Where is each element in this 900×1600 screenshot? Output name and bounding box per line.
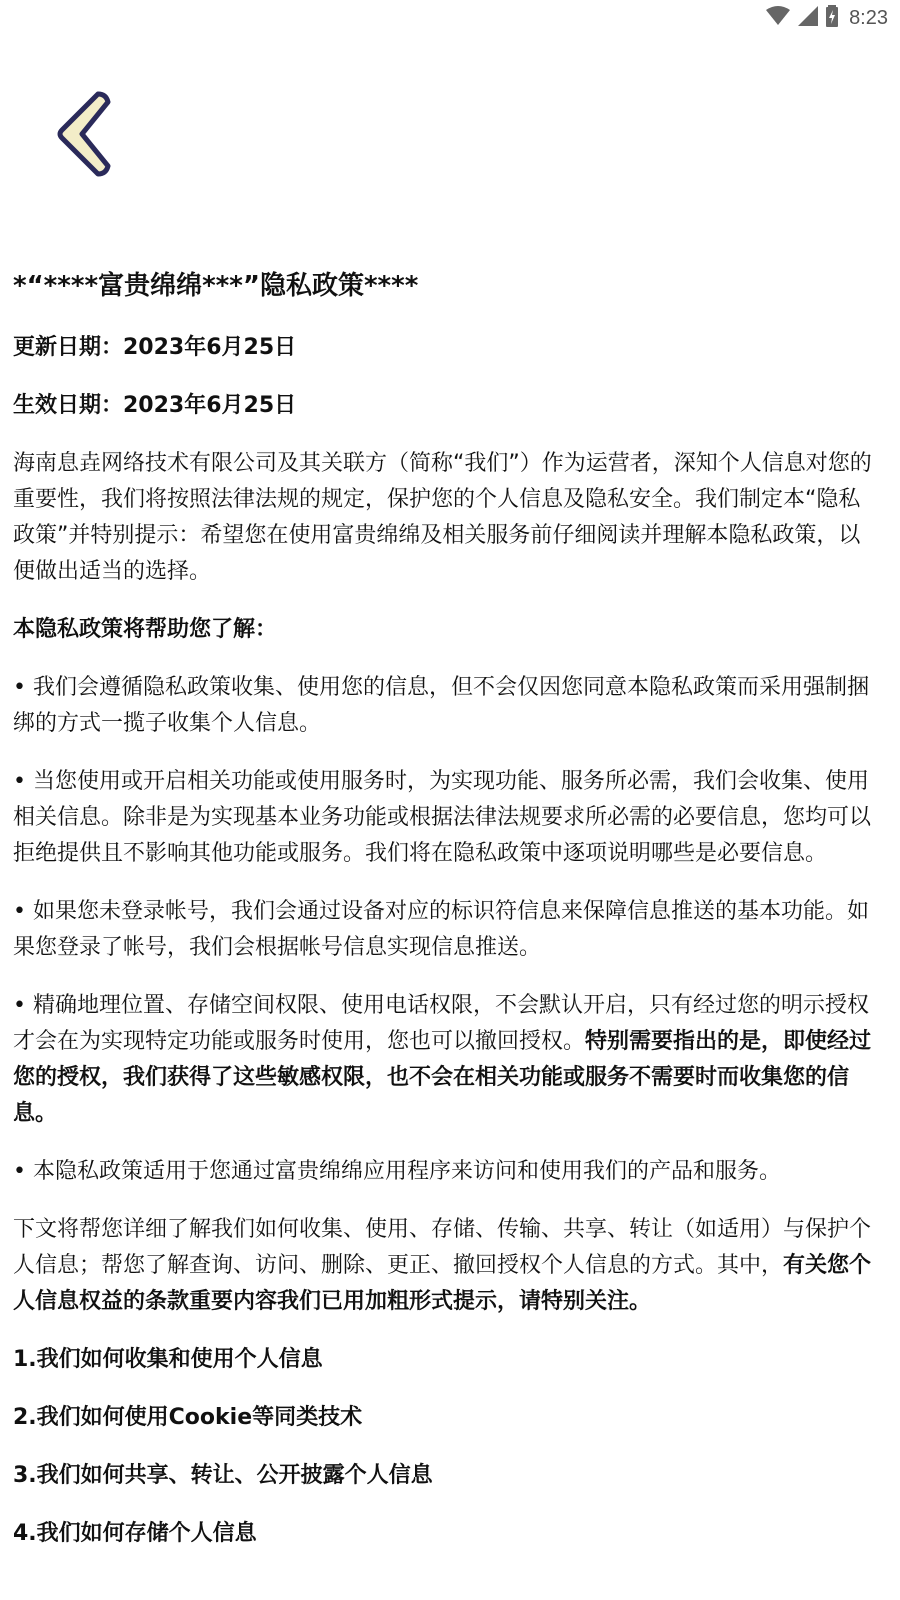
section-link-share[interactable]: 3.我们如何共享、转让、公开披露个人信息 [13, 1463, 433, 1488]
bullet-text: • 精确地理位置、存储空间权限、使用电话权限，不会默认开启，只有经过您的明示授权才会在为实现特定功能或服务时使用，您也可以撤回授权。 [13, 993, 869, 1054]
detail-paragraph [13, 1212, 877, 1320]
updated-date: 更新日期：2023年6月25日 [13, 335, 297, 360]
help-heading: 本隐私政策将帮助您了解： [13, 617, 278, 642]
bullet-item-permissions [13, 988, 877, 1132]
bullet-item: • 如果您未登录帐号，我们会通过设备对应的标识符信息来保障信息推送的基本功能。如果您登录了帐号，我们会根据帐号信息实现信息推送。 [13, 899, 869, 960]
status-time: 8:23 [849, 6, 888, 29]
effective-date: 生效日期：2023年6月25日 [13, 393, 297, 418]
detail-emphasis: 有关您个人信息权益的条款重要内容我们已用加粗形式提示，请特别关注。 [13, 1253, 872, 1314]
status-bar [0, 0, 900, 36]
status-icons [765, 6, 888, 30]
section-link-cookie[interactable]: 2.我们如何使用Cookie等同类技术 [13, 1405, 363, 1430]
battery-icon [825, 5, 839, 31]
bullet-item: • 本隐私政策适用于您通过富贵绵绵应用程序来访问和使用我们的产品和服务。 [13, 1159, 781, 1184]
bullet-emphasis: 特别需要指出的是，即使经过您的授权，我们获得了这些敏感权限，也不会在相关功能或服务不需要时而收集您的信息。 [13, 1029, 872, 1126]
section-link-collect[interactable]: 1.我们如何收集和使用个人信息 [13, 1347, 323, 1372]
chevron-left-icon [52, 88, 118, 180]
wifi-icon [765, 5, 791, 31]
bullet-item: • 我们会遵循隐私政策收集、使用您的信息，但不会仅因您同意本隐私政策而采用强制捆绑的方式一揽子收集个人信息。 [13, 675, 869, 736]
cellular-signal-icon [797, 5, 819, 31]
section-link-store[interactable]: 4.我们如何存储个人信息 [13, 1521, 257, 1546]
intro-paragraph: 海南息垚网络技术有限公司及其关联方（简称“我们”）作为运营者，深知个人信息对您的重要性，我们将按照法律法规的规定，保护您的个人信息及隐私安全。我们制定本“隐私政策”并特别提示：希望您在使用富贵绵绵及相关服务前仔细阅读并理解本隐私政策，以便做出适当的选择。 [13, 451, 872, 584]
privacy-policy-content [13, 266, 877, 1574]
bullet-item: • 当您使用或开启相关功能或使用服务时，为实现功能、服务所必需，我们会收集、使用相关信息。除非是为实现基本业务功能或根据法律法规要求所必需的必要信息，您均可以拒绝提供且不影响其他功能或服务。我们将在隐私政策中逐项说明哪些是必要信息。 [13, 769, 872, 866]
detail-text: 下文将帮您详细了解我们如何收集、使用、存储、传输、共享、转让（如适用）与保护个人信息；帮您了解查询、访问、删除、更正、撤回授权个人信息的方式。其中， [13, 1217, 872, 1278]
back-button[interactable] [52, 88, 118, 180]
page-title: *“****富贵绵绵***”隐私政策**** [13, 271, 419, 301]
